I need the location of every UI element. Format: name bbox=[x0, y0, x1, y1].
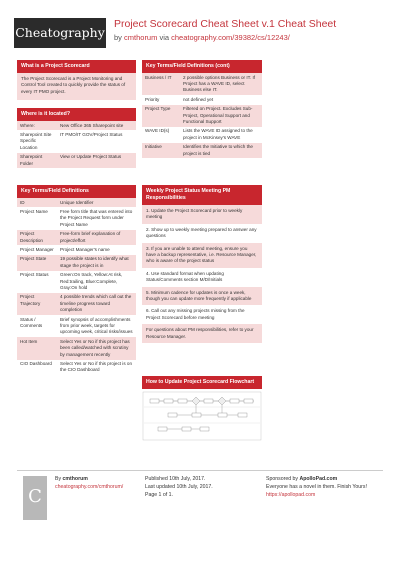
panel-heading: Key Terms/Field Definitions (cont) bbox=[142, 60, 262, 73]
panel-heading: Where is it located? bbox=[17, 108, 136, 121]
panel-heading: How to Update Project Scorecard Flowchart bbox=[142, 376, 262, 389]
by-prefix: by bbox=[114, 33, 122, 42]
list-item: 2. Show up to weekly meeting prepared to answer any questions bbox=[146, 226, 257, 239]
panel-heading: Key Terms/Field Definitions bbox=[17, 185, 136, 198]
list-item: 5. Minimum cadence for updates is once a week, though you can update more frequently if applicable bbox=[142, 287, 262, 306]
panel-heading: What is a Project Scorecard bbox=[17, 60, 136, 73]
footer-author-url[interactable]: cheatography.com/cmthorum/ bbox=[55, 484, 124, 490]
row-value: Project Manager's name bbox=[60, 246, 110, 252]
footer-author bbox=[55, 476, 88, 483]
row-value: IT PMO/IT GOV/Project Status bbox=[60, 131, 123, 137]
list-item: For questions about PM responsibilities, refer to your Resource Manager. bbox=[142, 324, 262, 343]
author-link[interactable]: cmthorum bbox=[124, 33, 158, 42]
row-key: Priority bbox=[145, 96, 160, 102]
row-value: 4 possible trends which call out the timeline progress toward completion bbox=[60, 294, 132, 313]
footer-divider bbox=[17, 470, 383, 471]
row-value: Select Yes or No if this project has been called/watched with scrutiny by management recently bbox=[60, 338, 130, 357]
table-row bbox=[17, 153, 136, 169]
row-key: WAVE ID(s) bbox=[145, 128, 170, 134]
byline bbox=[114, 33, 290, 42]
row-value: 2 possible options Business or IT. If Project has a WAVE ID, select Business else IT. bbox=[183, 74, 256, 93]
footer-author-url-line bbox=[55, 484, 123, 491]
panel-text: The Project Scorecard is a Project Monitoring and Control Tool created to quickly provide the status of every IT PMO project. bbox=[17, 73, 136, 100]
page-title: Project Scorecard Cheat Sheet v.1 Cheat Sheet bbox=[114, 18, 337, 30]
table-row bbox=[17, 207, 136, 229]
row-value: Free-form brief explanation of project/effort bbox=[60, 231, 121, 243]
panel-key-terms bbox=[17, 185, 136, 375]
row-key: Project Name bbox=[20, 208, 48, 214]
footer-sponsor-line bbox=[266, 476, 337, 483]
sponsor-url-line bbox=[266, 492, 315, 499]
panel-flowchart bbox=[142, 376, 262, 441]
footer-by-label: By bbox=[55, 476, 62, 482]
row-value: Select Yes or No if this project is on the CIO Dashboard bbox=[60, 361, 133, 373]
row-key: Status / Comments bbox=[20, 316, 43, 328]
list-item: 6. Call out any missing projects missing from the Project Scorecard before meeting bbox=[146, 308, 245, 320]
row-key: CIO Dashboard bbox=[20, 361, 52, 367]
table-row bbox=[142, 95, 262, 104]
author-avatar[interactable] bbox=[23, 476, 47, 520]
sponsor-prefix: Sponsored by bbox=[266, 476, 299, 482]
row-key: Project Type bbox=[145, 106, 171, 112]
cheatography-logo[interactable]: Cheatography bbox=[14, 18, 106, 48]
footer-page: Page 1 of 1. bbox=[145, 492, 173, 498]
footer-published: Published 10th July, 2017. bbox=[145, 476, 206, 482]
header bbox=[0, 0, 400, 56]
list-item: 1. Update the Project Scorecard prior to weekly meeting bbox=[142, 205, 262, 224]
table-row bbox=[17, 271, 136, 293]
table-row bbox=[17, 121, 136, 130]
footer-updated: Last updated 10th July, 2017. bbox=[145, 484, 213, 490]
row-value: Filtered on Project. Excludes Sub-Project, Operational Support and Functional Support bbox=[183, 106, 253, 124]
row-value: Identifies the Initiative to which the project is tied bbox=[183, 144, 253, 156]
table-row bbox=[142, 127, 262, 143]
row-key: Where: bbox=[20, 122, 35, 128]
table-row bbox=[17, 315, 136, 337]
sheet-url-link[interactable]: cheatography.com/39382/cs/12243/ bbox=[171, 33, 290, 42]
table-row bbox=[17, 130, 136, 152]
row-key: Project State bbox=[20, 256, 47, 262]
row-key: Project Status bbox=[20, 272, 49, 278]
flowchart-image bbox=[142, 391, 262, 441]
table-row bbox=[17, 245, 136, 254]
row-value: Lists the WAVE ID assigned to the project in McKinsey's WAVE bbox=[183, 128, 253, 140]
table-row bbox=[142, 105, 262, 127]
row-key: Hot Item bbox=[20, 338, 38, 344]
table-row bbox=[17, 198, 136, 207]
row-value: Unique Identifier bbox=[60, 199, 94, 205]
row-value: not defined yet bbox=[183, 96, 214, 102]
sponsor-tagline: Everyone has a novel in them. Finish Yours! bbox=[266, 484, 367, 490]
row-key: Sharepoint Folder bbox=[20, 154, 43, 166]
row-key: Business / IT bbox=[145, 74, 172, 80]
row-value: Brief synopsis of accomplishments from prior week, targets for upcoming week, critical risks/issues bbox=[60, 316, 133, 335]
sponsor-name[interactable]: ApolloPad.com bbox=[299, 476, 338, 482]
flowchart-diagram bbox=[142, 391, 262, 441]
row-value: New Office 365 Sharepoint site bbox=[60, 122, 124, 128]
row-key: ID bbox=[20, 199, 25, 205]
table-row bbox=[17, 293, 136, 315]
row-value: View or Update Project Status bbox=[60, 154, 122, 160]
table-row bbox=[17, 255, 136, 271]
row-key: Project Trajectory bbox=[20, 294, 41, 306]
row-value: Green:On track, Yellow:At risk, Red:trailing, Blue:Complete, Gray:On hold bbox=[60, 272, 123, 290]
cheatography-c-icon: C bbox=[28, 486, 42, 507]
table-row bbox=[17, 230, 136, 246]
row-value: 19 possible states to identify what stage the project is in bbox=[60, 256, 129, 268]
table-row bbox=[142, 143, 262, 159]
panel-what-is bbox=[17, 60, 136, 100]
panel-weekly-responsibilities bbox=[142, 185, 262, 343]
list-item: 3. If you are unable to attend meeting, ensure you have a backup representative, i.e. Resource Manager, who is aware of the project status bbox=[142, 243, 262, 268]
row-key: Project Manager bbox=[20, 246, 54, 252]
panel-heading: Weekly Project Status Meeting PM Responsibilities bbox=[142, 185, 262, 205]
via-text: via bbox=[159, 33, 170, 42]
sponsor-url[interactable]: https://apollopad.com bbox=[266, 492, 316, 498]
row-key: Initiative bbox=[145, 144, 162, 150]
row-key: Sharepoint Site Specific Location bbox=[20, 131, 52, 150]
panel-where bbox=[17, 108, 136, 168]
row-key: Project Description bbox=[20, 231, 43, 243]
table-row bbox=[17, 337, 136, 359]
footer-author-name[interactable]: cmthorum bbox=[62, 476, 88, 482]
panel-key-terms-cont bbox=[142, 60, 262, 158]
table-row bbox=[142, 73, 262, 95]
row-value: Free form title that was entered into the Project Request form under Project Name bbox=[60, 208, 133, 227]
list-item: 4. Use standard format when updating Status/Comments section M/D/Initials bbox=[146, 270, 224, 283]
table-row bbox=[17, 360, 136, 376]
